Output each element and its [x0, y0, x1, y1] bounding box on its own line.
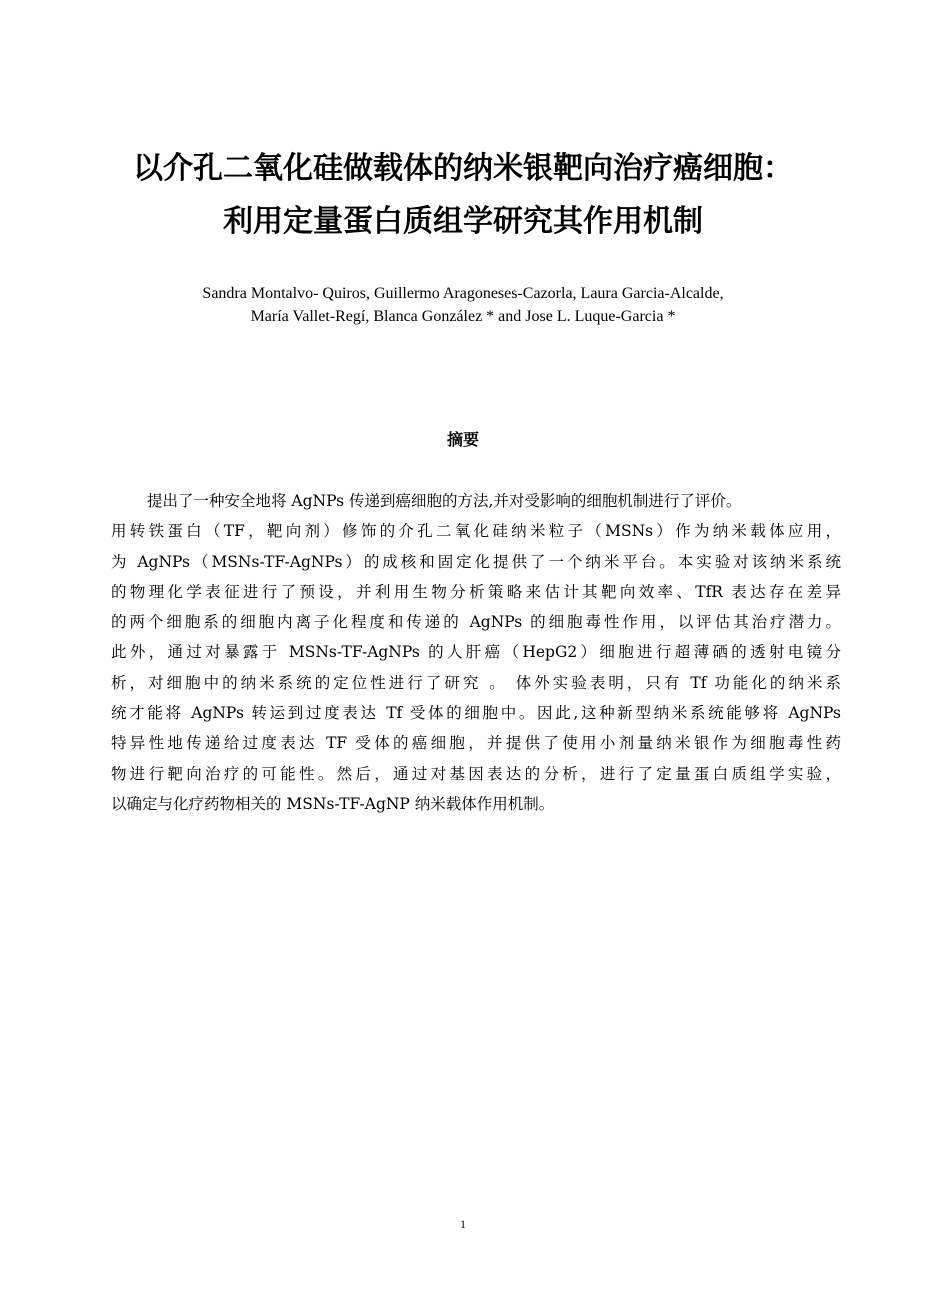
abstract-line: 统才能将 AgNPs 转运到过度表达 Tf 受体的细胞中。因此,这种新型纳米系统能够将 AgNPs: [111, 704, 841, 723]
abstract-line: 用转铁蛋白（TF，靶向剂）修饰的介孔二氧化硅纳米粒子（MSNs）作为纳米载体应用，: [111, 522, 841, 541]
authors-line-2: María Vallet-Regí, Blanca González * and Jose L. Luque-Garcia *: [250, 308, 676, 325]
abstract-line: 提出了一种安全地将 AgNPs 传递到癌细胞的方法,并对受影响的细胞机制进行了评价。: [147, 492, 742, 510]
page-number: 1: [460, 1217, 466, 1231]
title-line-2: 利用定量蛋白质组学研究其作用机制: [223, 204, 703, 239]
abstract-body: [111, 486, 841, 819]
abstract-line: 的两个细胞系的细胞内离子化程度和传递的 AgNPs 的细胞毒性作用，以评估其治疗潜力。: [111, 613, 841, 632]
abstract-line: 为 AgNPs（MSNs-TF-AgNPs）的成核和固定化提供了一个纳米平台。本实验对该纳米系统: [111, 552, 841, 571]
abstract-line: 此外，通过对暴露于 MSNs-TF-AgNPs 的人肝癌（HepG2）细胞进行超薄硒的透射电镜分: [111, 643, 841, 662]
title-line-1: 以介孔二氧化硅做载体的纳米银靶向治疗癌细胞：: [133, 151, 793, 186]
abstract-line: 以确定与化疗药物相关的 MSNs-TF-AgNP 纳米载体作用机制。: [111, 794, 555, 813]
abstract-line: 的物理化学表征进行了预设，并利用生物分析策略来估计其靶向效率、TfR 表达存在差异: [111, 582, 841, 601]
authors-line-1: Sandra Montalvo- Quiros, Guillermo Aragoneses-Cazorla, Laura Garcia-Alcalde,: [202, 285, 724, 302]
abstract-line: 特异性地传递给过度表达 TF 受体的癌细胞，并提供了使用小剂量纳米银作为细胞毒性药: [111, 734, 841, 753]
abstract-line: 物进行靶向治疗的可能性。然后，通过对基因表达的分析，进行了定量蛋白质组学实验，: [111, 764, 841, 783]
abstract-heading: 摘要: [446, 430, 479, 449]
abstract-line: 析，对细胞中的纳米系统的定位性进行了研究 。 体外实验表明，只有 Tf 功能化的纳米系: [111, 673, 841, 692]
